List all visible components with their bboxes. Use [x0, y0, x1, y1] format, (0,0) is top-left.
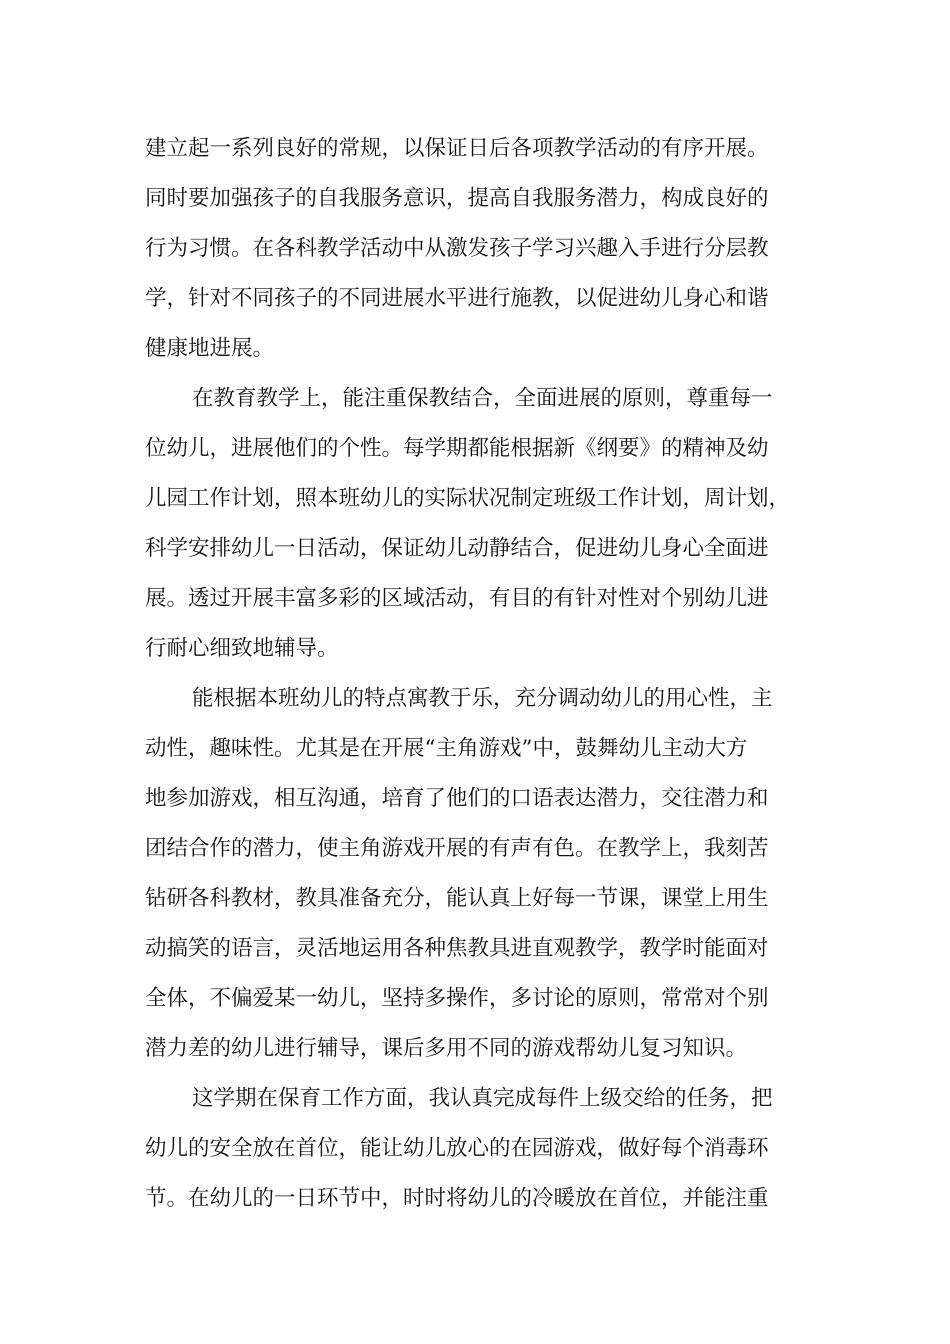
- text-line: 钻研各科教材，教具准备充分，能认真上好每一节课，课堂上用生: [145, 886, 769, 911]
- text-line: 动性，趣味性。尤其是在开展“主角游戏”中，鼓舞幼儿主动大方: [145, 736, 748, 761]
- paragraph-first-line: 这学期在保育工作方面，我认真完成每件上级交给的任务，把: [192, 1086, 773, 1111]
- text-line: 行耐心细致地辅导。: [145, 636, 339, 661]
- paragraph-first-line: 在教育教学上，能注重保教结合，全面进展的原则，尊重每一: [192, 386, 773, 411]
- text-line: 儿园工作计划，照本班幼儿的实际状况制定班级工作计划，周计划，: [145, 486, 791, 511]
- text-line: 行为习惯。在各科教学活动中从激发孩子学习兴趣入手进行分层教: [145, 236, 769, 261]
- text-line: 团结合作的潜力，使主角游戏开展的有声有色。在教学上，我刻苦: [145, 836, 769, 861]
- text-line: 潜力差的幼儿进行辅导，课后多用不同的游戏帮幼儿复习知识。: [145, 1036, 748, 1061]
- text-line: 节。在幼儿的一日环节中，时时将幼儿的冷暖放在首位，并能注重: [145, 1186, 769, 1211]
- text-line: 科学安排幼儿一日活动，保证幼儿动静结合，促进幼儿身心全面进: [145, 536, 769, 561]
- text-line: 建立起一系列良好的常规，以保证日后各项教学活动的有序开展。: [145, 136, 769, 161]
- paragraph-first-line: 能根据本班幼儿的特点寓教于乐，充分调动幼儿的用心性，主: [192, 686, 773, 711]
- text-line: 位幼儿，进展他们的个性。每学期都能根据新《纲要》的精神及幼: [145, 436, 769, 461]
- text-line: 幼儿的安全放在首位，能让幼儿放心的在园游戏，做好每个消毒环: [145, 1136, 769, 1161]
- text-line: 全体，不偏爱某一幼儿，坚持多操作，多讨论的原则，常常对个别: [145, 986, 769, 1011]
- text-line: 动搞笑的语言，灵活地运用各种焦教具进直观教学，教学时能面对: [145, 936, 769, 961]
- text-line: 同时要加强孩子的自我服务意识，提高自我服务潜力，构成良好的: [145, 186, 769, 211]
- text-line: 地参加游戏，相互沟通，培育了他们的口语表达潜力，交往潜力和: [145, 786, 769, 811]
- text-line: 学，针对不同孩子的不同进展水平进行施教，以促进幼儿身心和谐: [145, 286, 769, 311]
- text-line: 健康地进展。: [145, 336, 275, 361]
- text-line: 展。透过开展丰富多彩的区域活动，有目的有针对性对个别幼儿进: [145, 586, 769, 611]
